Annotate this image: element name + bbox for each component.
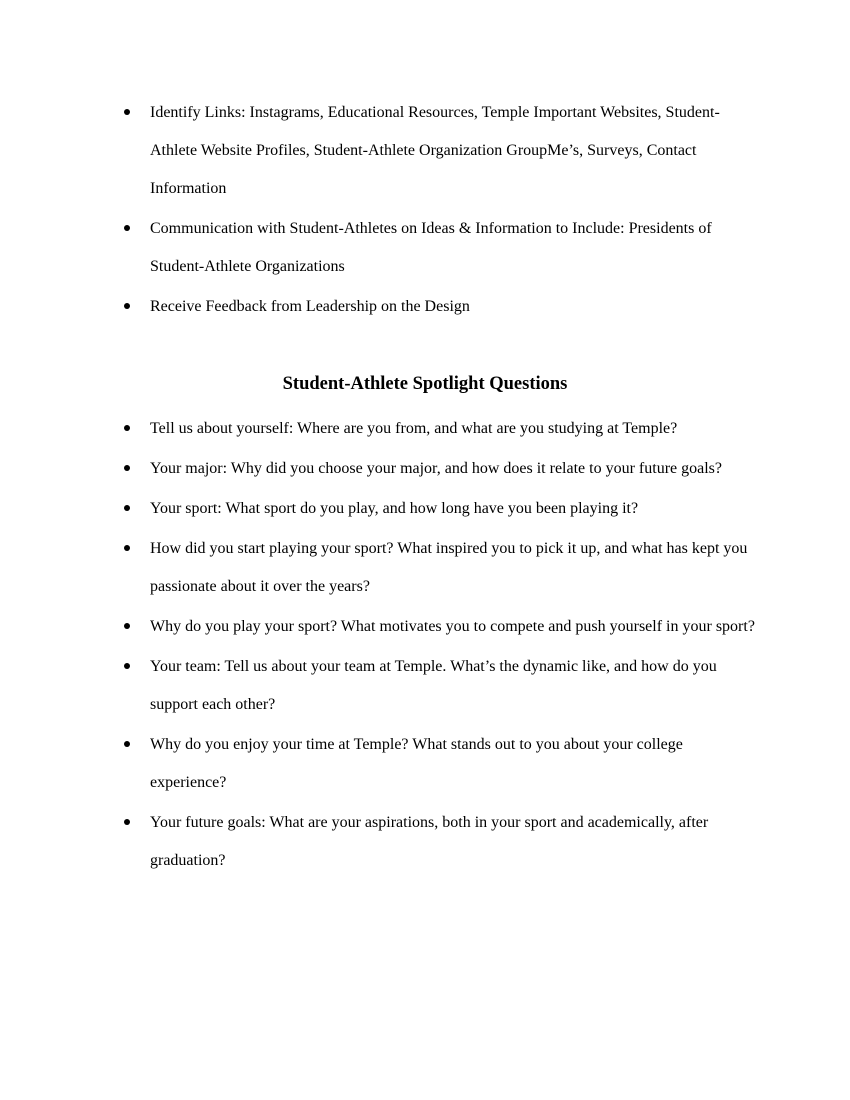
task-text: Receive Feedback from Leadership on the Design	[150, 298, 470, 315]
question-item	[122, 450, 762, 488]
task-list	[122, 94, 762, 328]
question-text: Your team: Tell us about your team at Temple. What’s the dynamic like, and how do you support each other?	[150, 658, 717, 713]
question-text: Your sport: What sport do you play, and how long have you been playing it?	[150, 500, 639, 517]
bullet-icon	[124, 505, 130, 511]
bullet-icon	[124, 465, 130, 471]
question-item	[122, 648, 762, 724]
bullet-icon	[124, 819, 130, 825]
question-item	[122, 726, 762, 802]
bullet-icon	[124, 225, 130, 231]
question-item	[122, 608, 762, 646]
question-list	[122, 410, 762, 882]
bullet-icon	[124, 425, 130, 431]
question-text: Why do you enjoy your time at Temple? What stands out to you about your college experience?	[150, 736, 683, 791]
task-text: Communication with Student-Athletes on Ideas & Information to Include: Presidents of Student-Athlete Organizations	[150, 220, 712, 275]
question-item	[122, 490, 762, 528]
question-item	[122, 530, 762, 606]
task-list-item	[122, 288, 762, 326]
question-item	[122, 410, 762, 448]
question-item	[122, 804, 762, 880]
task-list-item	[122, 94, 762, 208]
question-text: Why do you play your sport? What motivates you to compete and push yourself in your sport?	[150, 618, 755, 635]
bullet-icon	[124, 545, 130, 551]
task-text: Identify Links: Instagrams, Educational Resources, Temple Important Websites, Student-Athlete Website Profiles, Student-Athlete Organization GroupMe’s, Surveys, Contact Information	[150, 104, 720, 197]
question-text: Your major: Why did you choose your major, and how does it relate to your future goals?	[150, 460, 722, 477]
bullet-icon	[124, 663, 130, 669]
bullet-icon	[124, 623, 130, 629]
question-text: Your future goals: What are your aspirations, both in your sport and academically, after graduation?	[150, 814, 709, 869]
bullet-icon	[124, 741, 130, 747]
bullet-icon	[124, 303, 130, 309]
section-heading: Student-Athlete Spotlight Questions	[282, 374, 568, 394]
question-text: Tell us about yourself: Where are you from, and what are you studying at Temple?	[150, 420, 678, 437]
bullet-icon	[124, 109, 130, 115]
question-text: How did you start playing your sport? What inspired you to pick it up, and what has kept you passionate about it over the years?	[150, 540, 748, 595]
task-list-item	[122, 210, 762, 286]
